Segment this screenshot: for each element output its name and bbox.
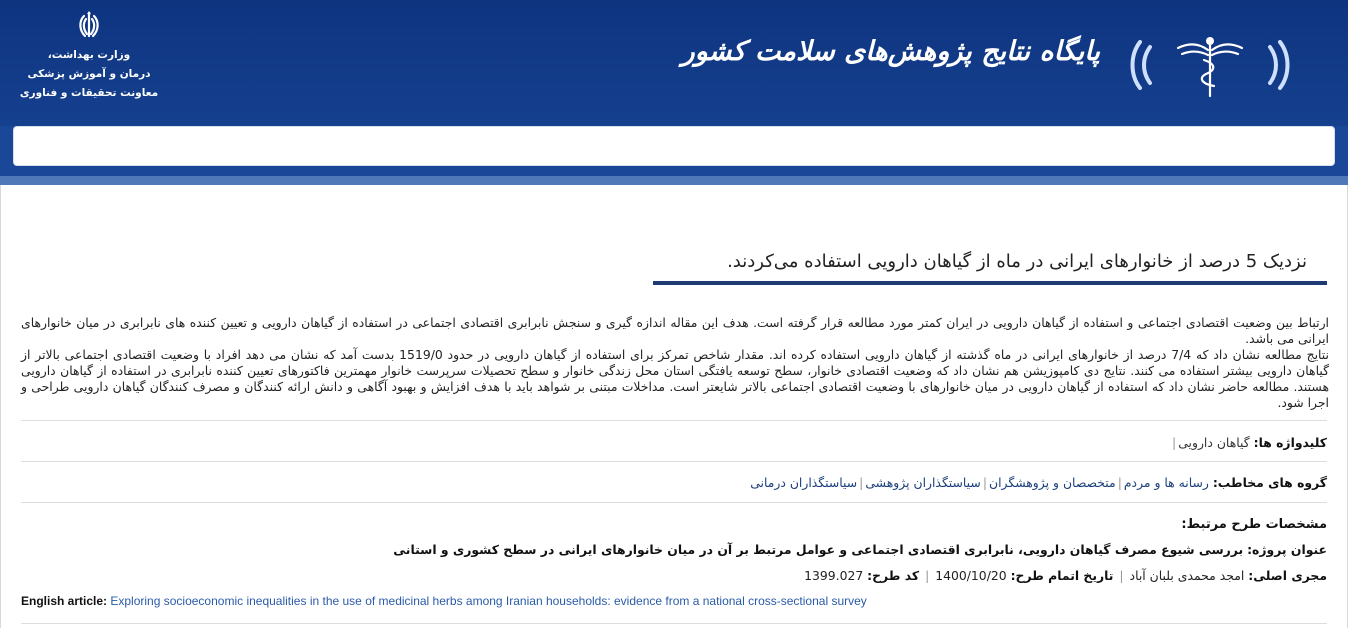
separator: | xyxy=(925,568,930,583)
project-section-header xyxy=(21,516,1327,532)
divider xyxy=(21,623,1327,624)
article-headline: نزدیک 5 درصد از خانوارهای ایرانی در ماه از گیاهان دارویی استفاده می‌کردند. xyxy=(727,251,1307,272)
ministry-line-1: وزارت بهداشت، xyxy=(47,49,131,61)
divider xyxy=(21,420,1327,421)
divider xyxy=(21,461,1327,462)
site-title[interactable]: پایگاه نتایج پژوهش‌های سلامت کشور xyxy=(681,36,1100,67)
end-date-label: تاریخ اتمام طرح: xyxy=(1010,568,1114,583)
project-title-label: عنوان پروژه: xyxy=(1247,542,1327,557)
divider xyxy=(21,502,1327,503)
keywords-row xyxy=(21,435,1327,450)
audience-item[interactable]: رسانه ها و مردم xyxy=(1123,475,1209,490)
keywords-label: کلیدواژه ها: xyxy=(1253,435,1327,450)
site-header xyxy=(0,0,1348,185)
headline-block xyxy=(653,247,1327,285)
english-article-label: English article: xyxy=(21,594,108,608)
separator: | xyxy=(1119,568,1124,583)
search-input[interactable] xyxy=(13,126,1335,166)
article-content xyxy=(0,185,1348,628)
project-title-row xyxy=(21,542,1327,557)
separator: | xyxy=(982,475,987,490)
audience-label: گروه های مخاطب: xyxy=(1212,475,1327,490)
separator: | xyxy=(859,475,864,490)
executor-label: مجری اصلی: xyxy=(1248,568,1327,583)
project-code-label: کد طرح: xyxy=(867,568,920,583)
ministry-line-2: درمان و آموزش پزشکی xyxy=(27,68,151,80)
english-article-link[interactable]: Exploring socioeconomic inequalities in the use of medicinal herbs among Iranian households: evidence from a national cross-sectional survey xyxy=(110,594,867,608)
end-date-value: 1400/10/20 xyxy=(935,568,1007,583)
executor-value: امجد محمدی بلبان آباد xyxy=(1129,568,1245,583)
audience-item[interactable]: سیاستگذاران درمانی xyxy=(750,475,858,490)
abstract-paragraph-2: نتایج مطالعه نشان داد که 7/4 درصد از خانوارهای ایرانی در ماه گذشته از گیاهان دارویی استفاده کرده اند. مقدار شاخص تمرکز برای استفاده از گیاهان دارویی در حدود 1519/0 بدست آمد که نشان می دهد افراد با وضعیت اقتصادی اجتماعی بالاتر از گیاهان دارویی بیشتر استفاده می کنند. نتایج دی کامپوزیشن هم نشان داد که وضعیت اقتصادی خانوار، سطح توسعه یافتگی استان محل زندگی خانوار و سطح تحصیلات سرپرست خانوار مهمترین فاکتورهای تعیین کننده نابرابری در استفاده از گیاهان دارویی هستند. مطالعه حاضر نشان داد که استفاده از گیاهان دارویی در میان خانوارهای با وضعیت اقتصادی اجتماعی بالاتر شایعتر است. مداخلات مبتنی بر شواهد باید با هدف افزایش و بهبود آگاهی و دانش ارائه کنندگان و مصرف کنندگان گیاهان دارویی طراحی و اجرا شود. xyxy=(21,347,1329,410)
separator: | xyxy=(1117,475,1122,490)
ministry-block[interactable] xyxy=(14,10,164,103)
separator: | xyxy=(1172,435,1177,450)
english-article-row xyxy=(21,594,867,608)
header-stripe xyxy=(0,176,1348,185)
article-abstract xyxy=(21,315,1329,411)
project-code-value: 1399.027 xyxy=(804,568,864,583)
audience-row xyxy=(21,475,1327,490)
abstract-paragraph-1: ارتباط بین وضعیت اقتصادی اجتماعی و استفاده از گیاهان دارویی در ایران کمتر مورد مطالعه قرار گرفته است. هدف این مقاله اندازه گیری و سنجش نابرابری اقتصادی اجتماعی در استفاده از گیاهان دارویی و تعیین کننده های نابرابری در میان خانوارهای ایرانی می باشد. xyxy=(21,315,1329,346)
project-title-value: بررسی شیوع مصرف گیاهان دارویی، نابرابری اقتصادی اجتماعی و عوامل مرتبط بر آن در میان خانوارهای ایرانی در سطح کشوری و استانی xyxy=(393,542,1244,557)
project-section-title: مشخصات طرح مرتبط: xyxy=(1181,517,1327,532)
audience-item[interactable]: متخصصان و پژوهشگران xyxy=(989,475,1116,490)
keyword-item[interactable]: گیاهان دارویی xyxy=(1178,435,1250,450)
ministry-line-3: معاونت تحقیقات و فناوری xyxy=(19,87,159,99)
iran-emblem-icon xyxy=(75,10,103,40)
audience-item[interactable]: سیاستگذاران پژوهشی xyxy=(865,475,981,490)
project-meta-row xyxy=(21,568,1327,583)
caduceus-icon[interactable] xyxy=(1120,30,1300,100)
